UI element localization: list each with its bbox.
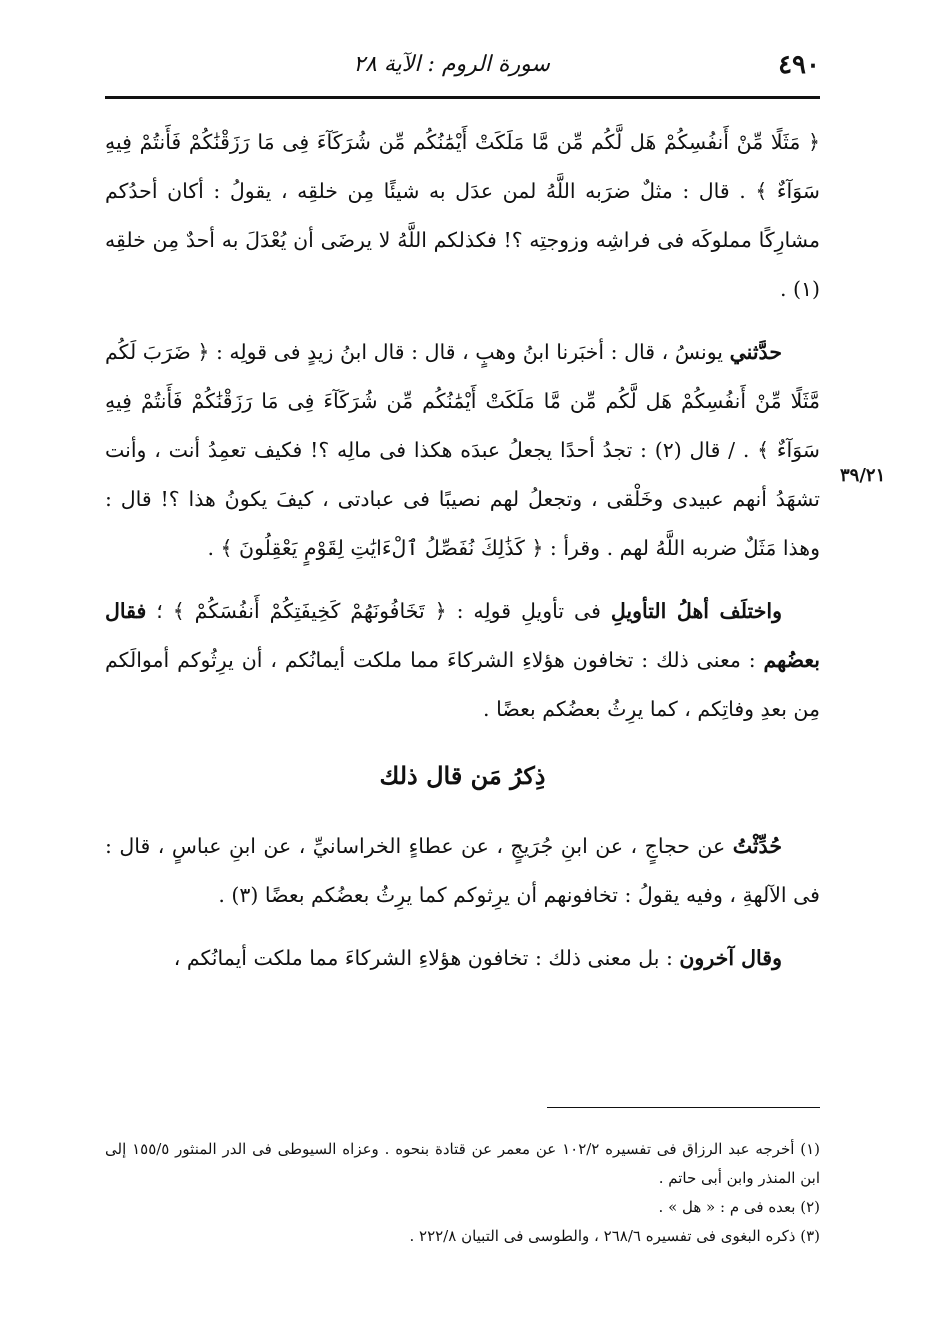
paragraph-2-lead: حدَّثني bbox=[729, 340, 782, 364]
paragraph-4-lead: حُدِّثْتُ bbox=[732, 834, 782, 858]
paragraph-5 bbox=[105, 934, 820, 983]
margin-reference: ٣٩/٢١ bbox=[840, 465, 886, 486]
paragraph-2-text: يونسُ ، قال : أخبَرنا ابنُ وهبٍ ، قال : قال ابنُ زيدٍ فى قولِه : ﴿ ضَرَبَ لَكُم مَّثَلًا مِّنْ أَنفُسِكُمْ هَل لَّكُم مِّن مَّا مَلَكَتْ أَيْمَٰنُكُم مِّن شُرَكَآءَ فِى مَا رَزَقْنَٰكُمْ فَأَنتُمْ فِيهِ سَوَآءٌ ﴾ . / قال (٢) : تجدُ أحدًا يجعلُ عبدَه هكذا فى مالِه ؟! فكيف تعمِدُ أنت ، وأنت تشهَدُ أنهم عبيدى وخَلْقى ، وتجعلُ لهم نصيبًا فى عبادتى ، كيفَ يكونُ هذا ؟! قال : وهذا مَثَلٌ ضربه اللَّهُ لهم . وقرأ : ﴿ كَذَٰلِكَ نُفَصِّلُ ٱلْءَايَٰتِ لِقَوْمٍ يَعْقِلُونَ ﴾ . bbox=[105, 340, 820, 560]
footnote-1: (١) أخرجه عبد الرزاق فى تفسيره ١٠٢/٢ عن معمر عن قتادة بنحوه . وعزاه السيوطى فى الدر المنثور ١٥٥/٥ إلى ابن المنذر وابن أبى حاتم . bbox=[105, 1140, 820, 1187]
running-title: سورة الروم : الآية ٢٨ bbox=[353, 52, 550, 77]
paragraph-1-text: ﴿ مَثَلًا مِّنْ أَنفُسِكُمْ هَل لَّكُم مِّن مَّا مَلَكَتْ أَيْمَٰنُكُم مِّن شُرَكَآءَ فِى مَا رَزَقْنَٰكُمْ فَأَنتُمْ فِيهِ سَوَآءٌ ﴾ . قال : مثلٌ ضرَبه اللَّهُ لمن عدَل به شيئًا مِن خلقِه ، يقولُ : أكان أحدُكم مشارِكًا مملوكَه فى فراشِه وزوجتِه ؟! فكذلكم اللَّهُ لا يرضَى أن يُعْدَلَ به أحدٌ مِن خلقِه (١) . bbox=[105, 130, 820, 301]
section-heading: ذِكرُ مَن قال ذلك bbox=[379, 761, 546, 790]
paragraph-3-text: فى تأويلِ قولِه : ﴿ تَخَافُونَهُمْ كَخِيفَتِكُمْ أَنفُسَكُمْ ﴾ ؛ bbox=[156, 599, 611, 623]
paragraph-4-text: عن حجاجٍ ، عن ابنِ جُرَيجٍ ، عن عطاءٍ الخراسانيِّ ، عن ابنِ عباسٍ ، قال : فى الآلهةِ ، وفيه يقولُ : تخافونهم أن يرِثوكم كما يرِثُ بعضُكم بعضًا (٣) . bbox=[105, 834, 820, 907]
paragraph-3-lead-2: فقال بعضُهم bbox=[105, 599, 820, 672]
footnotes bbox=[105, 1135, 820, 1251]
page-header bbox=[105, 40, 820, 92]
paragraph-2 bbox=[105, 328, 820, 573]
footnote-separator bbox=[547, 1107, 820, 1108]
paragraph-3-text-2: : معنى ذلك : تخافون هؤلاءِ الشركاءَ مما ملكت أيمانُكم ، أن يرِثُوكم أموالَكم مِن بعدِ وفاتِكم ، كما يرِثُ بعضُكم بعضًا . bbox=[105, 648, 820, 721]
header-rule bbox=[105, 96, 820, 99]
paragraph-1 bbox=[105, 118, 820, 314]
paragraph-3 bbox=[105, 587, 820, 734]
paragraph-4 bbox=[105, 822, 820, 920]
page-number: ٤٩٠ bbox=[778, 50, 820, 80]
footnote-3: (٣) ذكره البغوى فى تفسيره ٢٦٨/٦ ، والطوسى فى التبيان ٢٢٢/٨ . bbox=[409, 1227, 820, 1245]
paragraph-5-lead: وقال آخرون bbox=[679, 946, 782, 970]
main-text bbox=[105, 118, 820, 997]
paragraph-5-text: : بل معنى ذلك : تخافون هؤلاءِ الشركاءَ مما ملكت أيمانُكم ، bbox=[173, 946, 680, 970]
footnote-2: (٢) بعده فى م : « هل » . bbox=[658, 1198, 820, 1216]
paragraph-3-lead: واختلَف أهلُ التأويلِ bbox=[610, 599, 782, 623]
